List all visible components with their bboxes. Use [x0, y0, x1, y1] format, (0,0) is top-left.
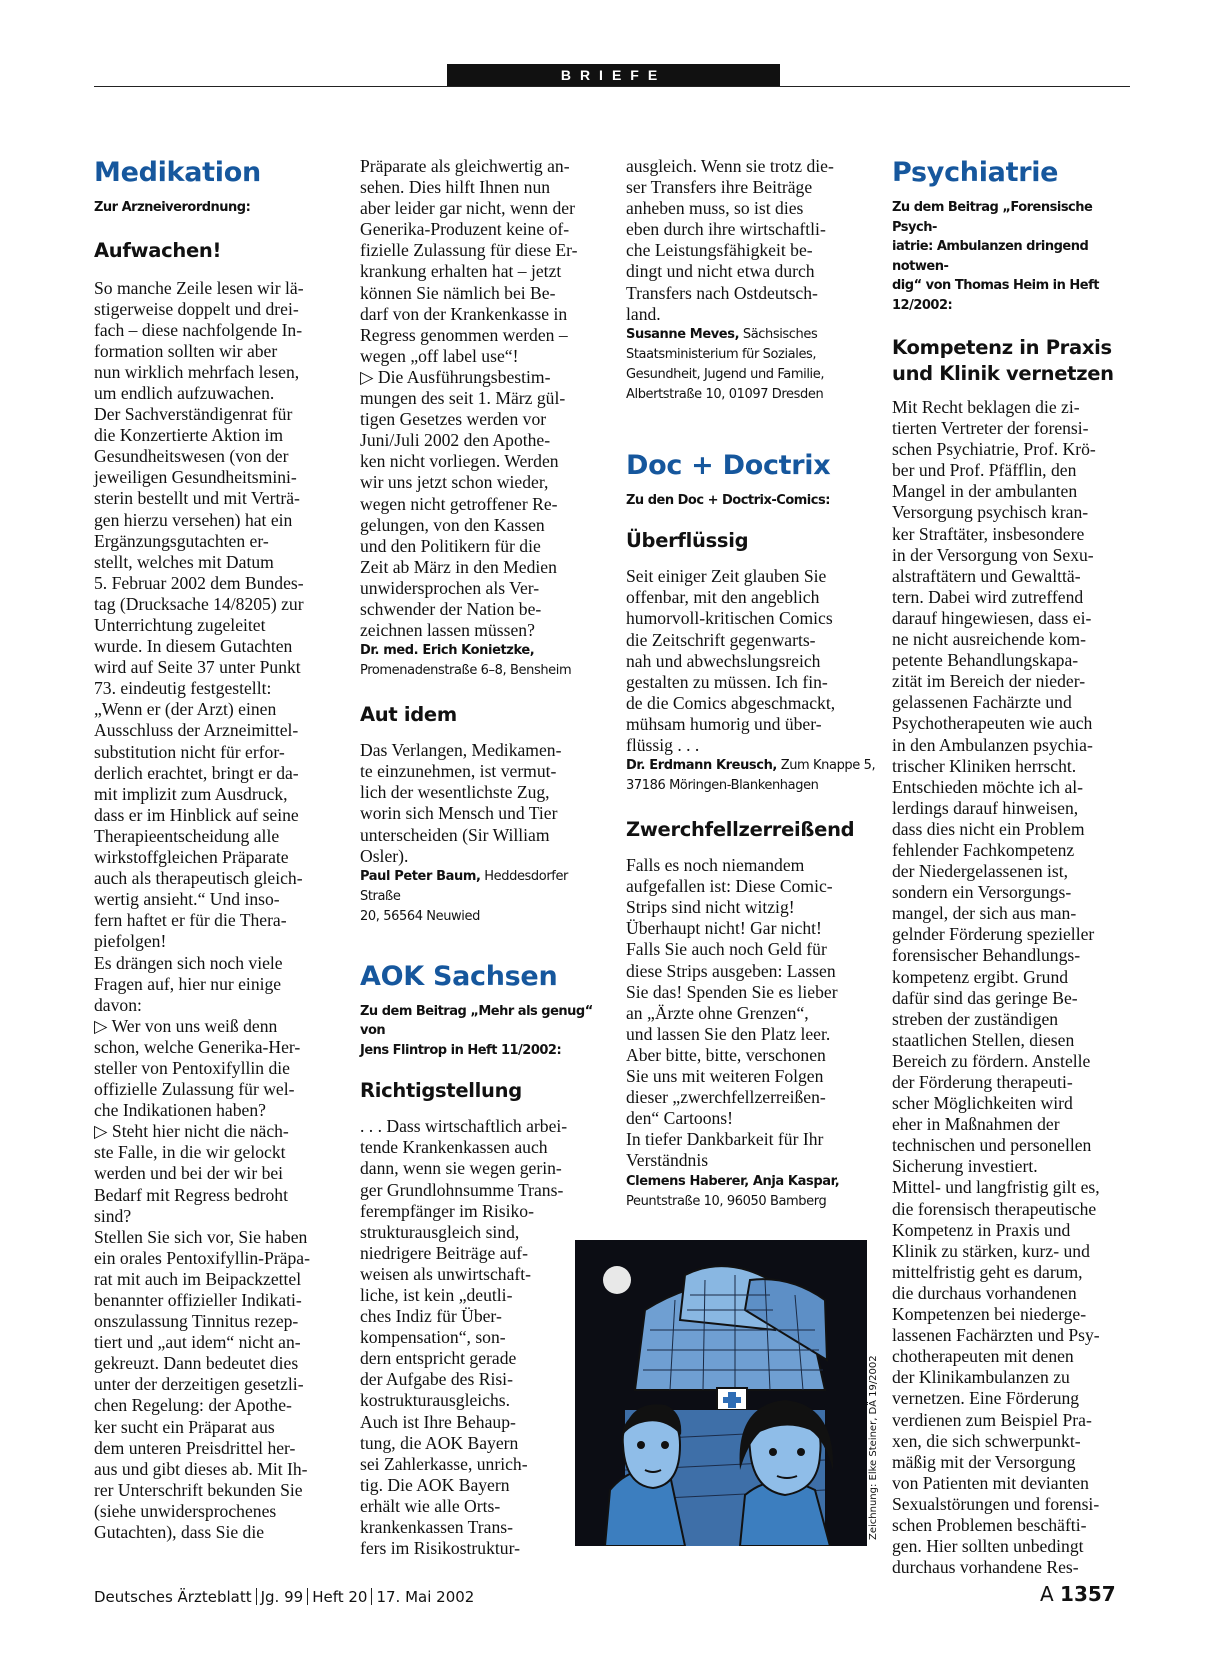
letter-heading: Aufwachen!	[94, 238, 222, 262]
letter-body: So manche Zeile lesen wir lä- stigerweise doppelt und drei- fach – diese nachfolgende In- formation sollten wir aber nun wirklich mehrfach lesen, um endlich aufzuwachen. Der Sachverständigenrat für die Konzertierte Aktion im Gesundheitswesen (von der jeweiligen Gesundheitsmini- sterin bestellt und mit Verträ- gen hierzu versehen) hat ein Ergänzungsgutachten er- stellt, welches mit Datum 5. Februar 2002 dem Bundes- tag (Drucksache 14/8205) zur Unterrichtung zugeleitet wurde. In diesem Gutachten wird auf Seite 37 unter Punkt 73. eindeutig festgestellt: „Wenn er (der Arzt) einen Ausschluss der Arzneimittel- substitution nicht für erfor- derlich erachtet, bringt er da- mit implizit zum Ausdruck, dass er im Hinblick auf seine Therapieentscheidung alle wirkstoffgleichen Präparate auch als therapeutisch gleich- wertig ansieht.“ Und inso- fern haftet er für die Thera- piefolgen! Es drängen sich noch viele Fragen auf, hier nur einige davon: ▷ Wer von uns weiß denn schon, welche Generika-Her- steller von Pentoxifyllin die offizielle Zulassung für wel- che Indikationen haben? ▷ Steht hier nicht die näch- ste Falle, in die wir gelockt werden und bei der wir bei Bedarf mit Regress bedroht sind? Stellen Sie sich vor, Sie haben ein orales Pentoxifyllin-Präpa- rat mit auch im Beipackzettel benannter offizieller Indikati- onszulassung Tinnitus rezep- tiert und „aut idem“ nicht an- gekreuzt. Dann bedeutet dies unter der derzeitigen gesetzli- chen Regelung: der Apothe- ker sucht ein Präparat aus dem unteren Preisdrittel her- aus und gibt dieses ab. Mit Ih- rer Unterschrift bekunden Sie (siehe unwidersprochenes Gutachten), dass Sie die	[94, 277, 310, 1543]
signature: Paul Peter Baum, Heddesdorfer Straße	[360, 868, 568, 904]
letter-body: Das Verlangen, Medikamen- te einzunehmen, ist vermut- lich der wesentlichste Zug, worin sich Mensch und Tier unterscheiden (Sir William Osler).	[360, 740, 562, 866]
letter-body: Seit einiger Zeit glauben Sie offenbar, mit den angeblich humorvoll-kritischen Comics die Zeitschrift gegenwarts- nah und abwechslungsreich gestalten zu müssen. Ich fin- de die Comics abgeschmackt, mühsam humorig und über- flüssig . . .	[626, 566, 836, 755]
journal-name: Deutsches Ärzteblatt	[94, 1588, 252, 1606]
section-header: BRIEFE	[447, 64, 780, 86]
signature-address: Promenadenstraße 6–8, Bensheim	[360, 663, 572, 679]
issue: Heft 20	[312, 1588, 368, 1606]
letter-heading: Richtigstellung	[360, 1079, 522, 1103]
letter-body: ausgleich. Wenn sie trotz die- ser Transfers ihre Beiträge anheben muss, so ist dies eben durch ihre wirtschaftli- che Leistungsfähigkeit be- dingt und nicht etwa durch Transfers nach Ostdeutsch- land.	[626, 156, 834, 324]
letter-body: Mit Recht beklagen die zi- tierten Vertreter der forensi- schen Psychiatrie, Prof. Krö- ber und Prof. Pfäfflin, den Mangel in der ambulanten Versorgung psychisch kran- ker Straftäter, insbesondere in der Versorgung von Sexu- alstraftätern und Gewalttä- tern. Dabei wird zutreffend darauf hingewiesen, dass ei- ne nicht ausreichende kom- petente Behandlungskapa- zität im Bereich der nieder- gelassenen Fachärzte und Psychotherapeuten wie auch in den Ambulanzen psychia- trischer Kliniken herrscht. Entschieden möchte ich al- lerdings darauf hinweisen, dass dies nicht ein Problem fehlender Fachkompetenz der Niedergelassenen ist, sondern ein Versorgungs- mangel, der sich aus man- gelnder Förderung spezieller forensischer Behandlungs- kompetenz ergibt. Grund dafür sind das geringe Be- streben der zuständigen staatlichen Stellen, diesen Bereich zu fördern. Anstelle der Förderung therapeuti- scher Möglichkeiten wird eher in Maßnahmen der technischen und personellen Sicherung investiert. Mittel- und langfristig gilt es, die forensisch therapeutische Kompetenz in Praxis und Klinik zu stärken, kurz- und mittelfristig geht es darum, die durchaus vorhandenen Kompetenzen bei niederge- lassenen Fachärzten und Psy- chotherapeuten mit denen der Klinikambulanzen zu vernetzen. Eine Förderung verdienen zum Beispiel Pra- xen, die sich schwerpunkt- mäßig mit der Versorgung von Patienten mit devianten Sexualstörungen und forensi- schen Problemen beschäfti- gen. Hier sollten unbedingt durchaus vorhandene Res-	[892, 397, 1100, 1578]
illustration-credit: Zeichnung: Elke Steiner, DÄ 19/2002	[868, 1355, 879, 1540]
signature-address: Peuntstraße 10, 96050 Bamberg	[626, 1193, 827, 1209]
section-title: Medikation	[94, 157, 261, 188]
signature-address: 20, 56564 Neuwied	[360, 908, 480, 924]
comic-drawing	[575, 1240, 867, 1546]
section-title: Psychiatrie	[892, 157, 1059, 188]
section-title: AOK Sachsen	[360, 960, 558, 992]
signature: Susanne Meves, Sächsisches	[626, 326, 818, 342]
letter-body: Präparate als gleichwertig an- sehen. Dies hilft Ihnen nun aber leider gar nicht, wenn der Generika-Produzent keine of- fizielle Zulassung für diese Er- krankung erhalten hat – jetzt können Sie nämlich bei Be- darf von der Krankenkasse in Regress genommen werden – wegen „off label use“! ▷ Die Ausführungsbestim- mungen des seit 1. März gül- tigen Gesetzes werden vor Juni/Juli 2002 den Apothe- ken nicht vorliegen. Werden wir uns jetzt schon wieder, wegen nicht getroffener Re- gelungen, von den Kassen und den Politikern für die Zeit ab März in den Medien unwidersprochen als Ver- schwender der Nation be- zeichnen lassen müssen?	[360, 156, 578, 641]
column-3	[626, 156, 878, 1212]
letter-heading: Zwerchfellzerreißend	[626, 818, 855, 842]
letter-heading: Aut idem	[360, 703, 457, 727]
letter-heading: Überflüssig	[626, 529, 749, 553]
letter-body: Falls es noch niemandem aufgefallen ist: Diese Comic- Strips sind nicht witzig! Überhaupt nicht! Gar nicht! Falls Sie auch noch Geld für diese Strips ausgeben: Lassen Sie das! Spenden Sie es lieber an „Ärzte ohne Grenzen“, und lassen Sie den Platz leer. Aber bitte, bitte, verschonen Sie uns mit weiteren Folgen dieser „zwerchfellzerreißen- den“ Cartoons! In tiefer Dankbarkeit für Ihr Verständnis	[626, 855, 838, 1171]
letter-body: . . . Dass wirtschaftlich arbei- tende Krankenkassen auch dann, wenn sie wegen gerin- ger Grundlohnsumme Trans- ferempfänger im Risiko- strukturausgleich sind, niedrigere Beiträge auf- weisen als unwirtschaft- liche, ist kein „deutli- ches Indiz für Über- kompensation“, son- dern entspricht gerade der Aufgabe des Risi- kostrukturausgleichs. Auch ist Ihre Behaup- tung, die AOK Bayern sei Zahlerkasse, unrich- tig. Die AOK Bayern erhält wie alle Orts- krankenkassen Trans- fers im Risikostruktur-	[360, 1116, 568, 1559]
subtitle: Zu dem Beitrag „Mehr als genug“ von Jens Flintrop in Heft 11/2002:	[360, 1003, 593, 1058]
section-title: Doc + Doctrix	[626, 449, 831, 481]
subtitle: Zu dem Beitrag „Forensische Psych- iatrie: Ambulanzen dringend notwen- dig“ von Thomas Heim in Heft 12/2002:	[892, 200, 1099, 313]
footer	[94, 1588, 474, 1606]
letter-heading: Kompetenz in Praxis und Klinik vernetzen	[892, 336, 1114, 385]
signature-address: 37186 Möringen-Blankenhagen	[626, 778, 819, 794]
signature: Dr. med. Erich Konietzke,	[360, 643, 535, 659]
issue-date: 17. Mai 2002	[376, 1588, 475, 1606]
page-number: A 1357	[1040, 1582, 1116, 1606]
comic-illustration	[575, 1240, 867, 1546]
subtitle: Zur Arzneiverordnung:	[94, 200, 251, 215]
column-4	[892, 156, 1132, 1578]
column-1	[94, 156, 339, 1543]
column-2	[360, 156, 605, 1559]
volume: Jg. 99	[260, 1588, 304, 1606]
header-rule	[94, 86, 1130, 87]
signature-address: Staatsministerium für Soziales, Gesundheit, Jugend und Familie, Albertstraße 10, 01097 Dresden	[626, 346, 825, 402]
subtitle: Zu den Doc + Doctrix-Comics:	[626, 492, 830, 508]
signature: Clemens Haberer, Anja Kaspar,	[626, 1173, 840, 1189]
signature: Dr. Erdmann Kreusch, Zum Knappe 5,	[626, 758, 876, 774]
